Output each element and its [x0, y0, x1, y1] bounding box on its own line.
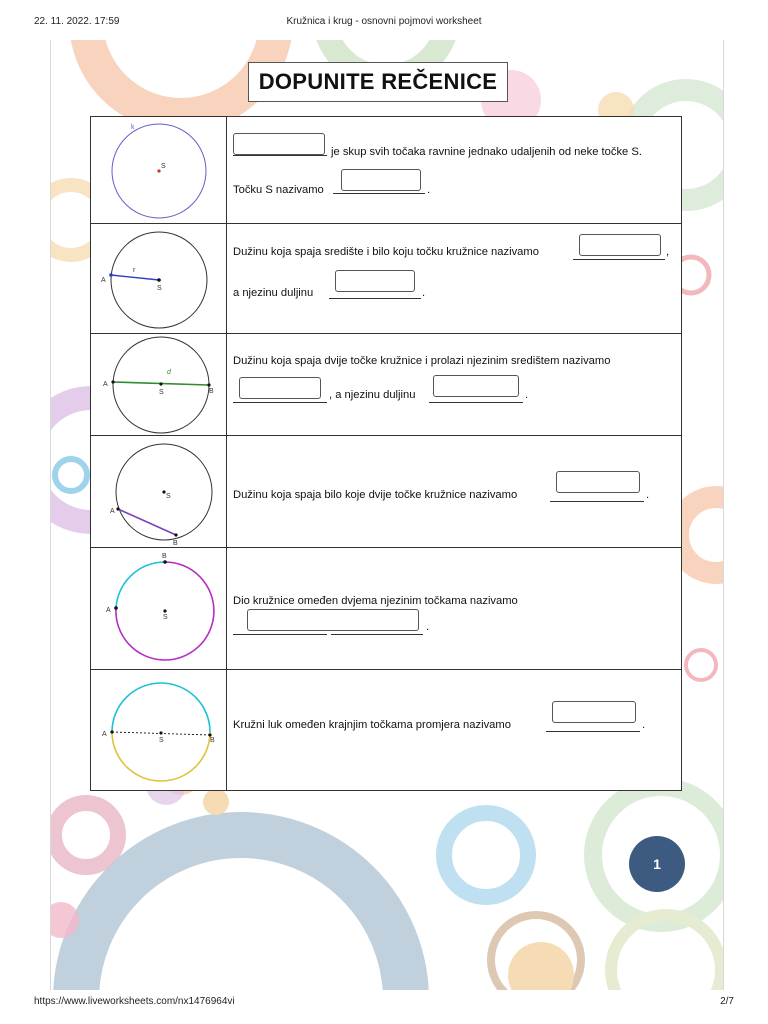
- label-s: S: [163, 614, 168, 621]
- answer-input-box[interactable]: [239, 377, 321, 399]
- table-row: [91, 117, 681, 224]
- label-b: B: [173, 540, 178, 547]
- answer-input-box[interactable]: [341, 169, 421, 191]
- row1-line2: Točku S nazivamo: [233, 184, 324, 196]
- answer-blank: [429, 402, 523, 403]
- label-a: A: [101, 277, 106, 284]
- label-s: S: [159, 389, 164, 396]
- radius-figure-icon: [91, 224, 227, 334]
- answer-blank: [331, 634, 423, 635]
- answer-input-box[interactable]: [233, 133, 325, 155]
- answer-blank: [233, 155, 327, 156]
- answer-input-box[interactable]: [335, 270, 415, 292]
- answer-blank: [233, 634, 327, 635]
- label-a: A: [110, 508, 115, 515]
- row1-line1: je skup svih točaka ravnine jednako udaljenih od neke točke S.: [331, 146, 642, 158]
- label-r: r: [133, 267, 136, 274]
- row1-line2-end: .: [427, 184, 431, 196]
- row6-line1-end: .: [642, 719, 646, 731]
- label-a: A: [106, 607, 111, 614]
- answer-input-box[interactable]: [247, 609, 419, 631]
- answer-input-box[interactable]: [556, 471, 640, 493]
- table-row: [91, 670, 681, 790]
- figure-cell: [91, 548, 227, 669]
- print-datetime: 22. 11. 2022. 17:59: [34, 16, 120, 27]
- answer-input-box[interactable]: [579, 234, 661, 256]
- row6-line1: Kružni luk omeđen krajnjim točkama promjera nazivamo: [233, 719, 511, 731]
- table-row: [91, 548, 681, 670]
- print-url: https://www.liveworksheets.com/nx1476964vi: [34, 996, 235, 1007]
- row2-line2-end: .: [422, 287, 426, 299]
- chord-figure-icon: [91, 436, 227, 548]
- worksheet-title: DOPUNITE REČENICE: [258, 69, 498, 94]
- label-s: S: [166, 493, 171, 500]
- label-b: B: [210, 737, 215, 744]
- page-number-badge: [629, 836, 685, 892]
- row3-line1: Dužinu koja spaja dvije točke kružnice i prolazi njezinim središtem nazivamo: [233, 355, 611, 367]
- page-number: 1: [653, 856, 661, 872]
- table-row: [91, 224, 681, 334]
- row4-line1-end: .: [646, 489, 650, 501]
- print-page-count: 2/7: [720, 996, 734, 1007]
- answer-blank: [546, 731, 640, 732]
- answer-blank: [233, 402, 327, 403]
- label-a: A: [103, 381, 108, 388]
- arc-figure-icon: [91, 548, 227, 670]
- answer-blank: [573, 259, 665, 260]
- worksheet-title-box: [248, 62, 508, 102]
- row4-line1: Dužinu koja spaja bilo koje dvije točke kružnice nazivamo: [233, 489, 518, 501]
- worksheet-page: [50, 40, 724, 990]
- label-a: A: [102, 731, 107, 738]
- print-page-title: Kružnica i krug - osnovni pojmovi worksheet: [286, 16, 482, 27]
- figure-cell: [91, 436, 227, 547]
- answer-input-box[interactable]: [433, 375, 519, 397]
- row2-line1-end: ,: [666, 246, 670, 258]
- row5-line1: Dio kružnice omeđen dvjema njezinim točkama nazivamo: [233, 595, 518, 607]
- table-row: [91, 436, 681, 548]
- figure-cell: [91, 224, 227, 333]
- figure-cell: [91, 334, 227, 435]
- exercise-table: [90, 116, 682, 791]
- answer-blank: [333, 193, 425, 194]
- label-s: S: [161, 163, 166, 170]
- diameter-figure-icon: [91, 334, 227, 436]
- semicircle-figure-icon: [91, 670, 227, 790]
- answer-blank: [329, 298, 421, 299]
- answer-blank: [550, 501, 644, 502]
- circle-figure-icon: [91, 117, 227, 224]
- table-row: [91, 334, 681, 436]
- row3-line2-end: .: [525, 389, 529, 401]
- figure-cell: [91, 117, 227, 223]
- answer-input-box[interactable]: [552, 701, 636, 723]
- row3-line2-mid: , a njezinu duljinu: [329, 389, 416, 401]
- row2-line2: a njezinu duljinu: [233, 287, 314, 299]
- label-k: k: [131, 124, 135, 131]
- row5-line2-end: .: [426, 621, 430, 633]
- label-s: S: [157, 285, 162, 292]
- label-b: B: [162, 553, 167, 560]
- figure-cell: [91, 670, 227, 790]
- label-d: d: [167, 369, 171, 376]
- label-b: B: [209, 388, 214, 395]
- label-s: S: [159, 737, 164, 744]
- row2-line1: Dužinu koja spaja središte i bilo koju točku kružnice nazivamo: [233, 246, 539, 258]
